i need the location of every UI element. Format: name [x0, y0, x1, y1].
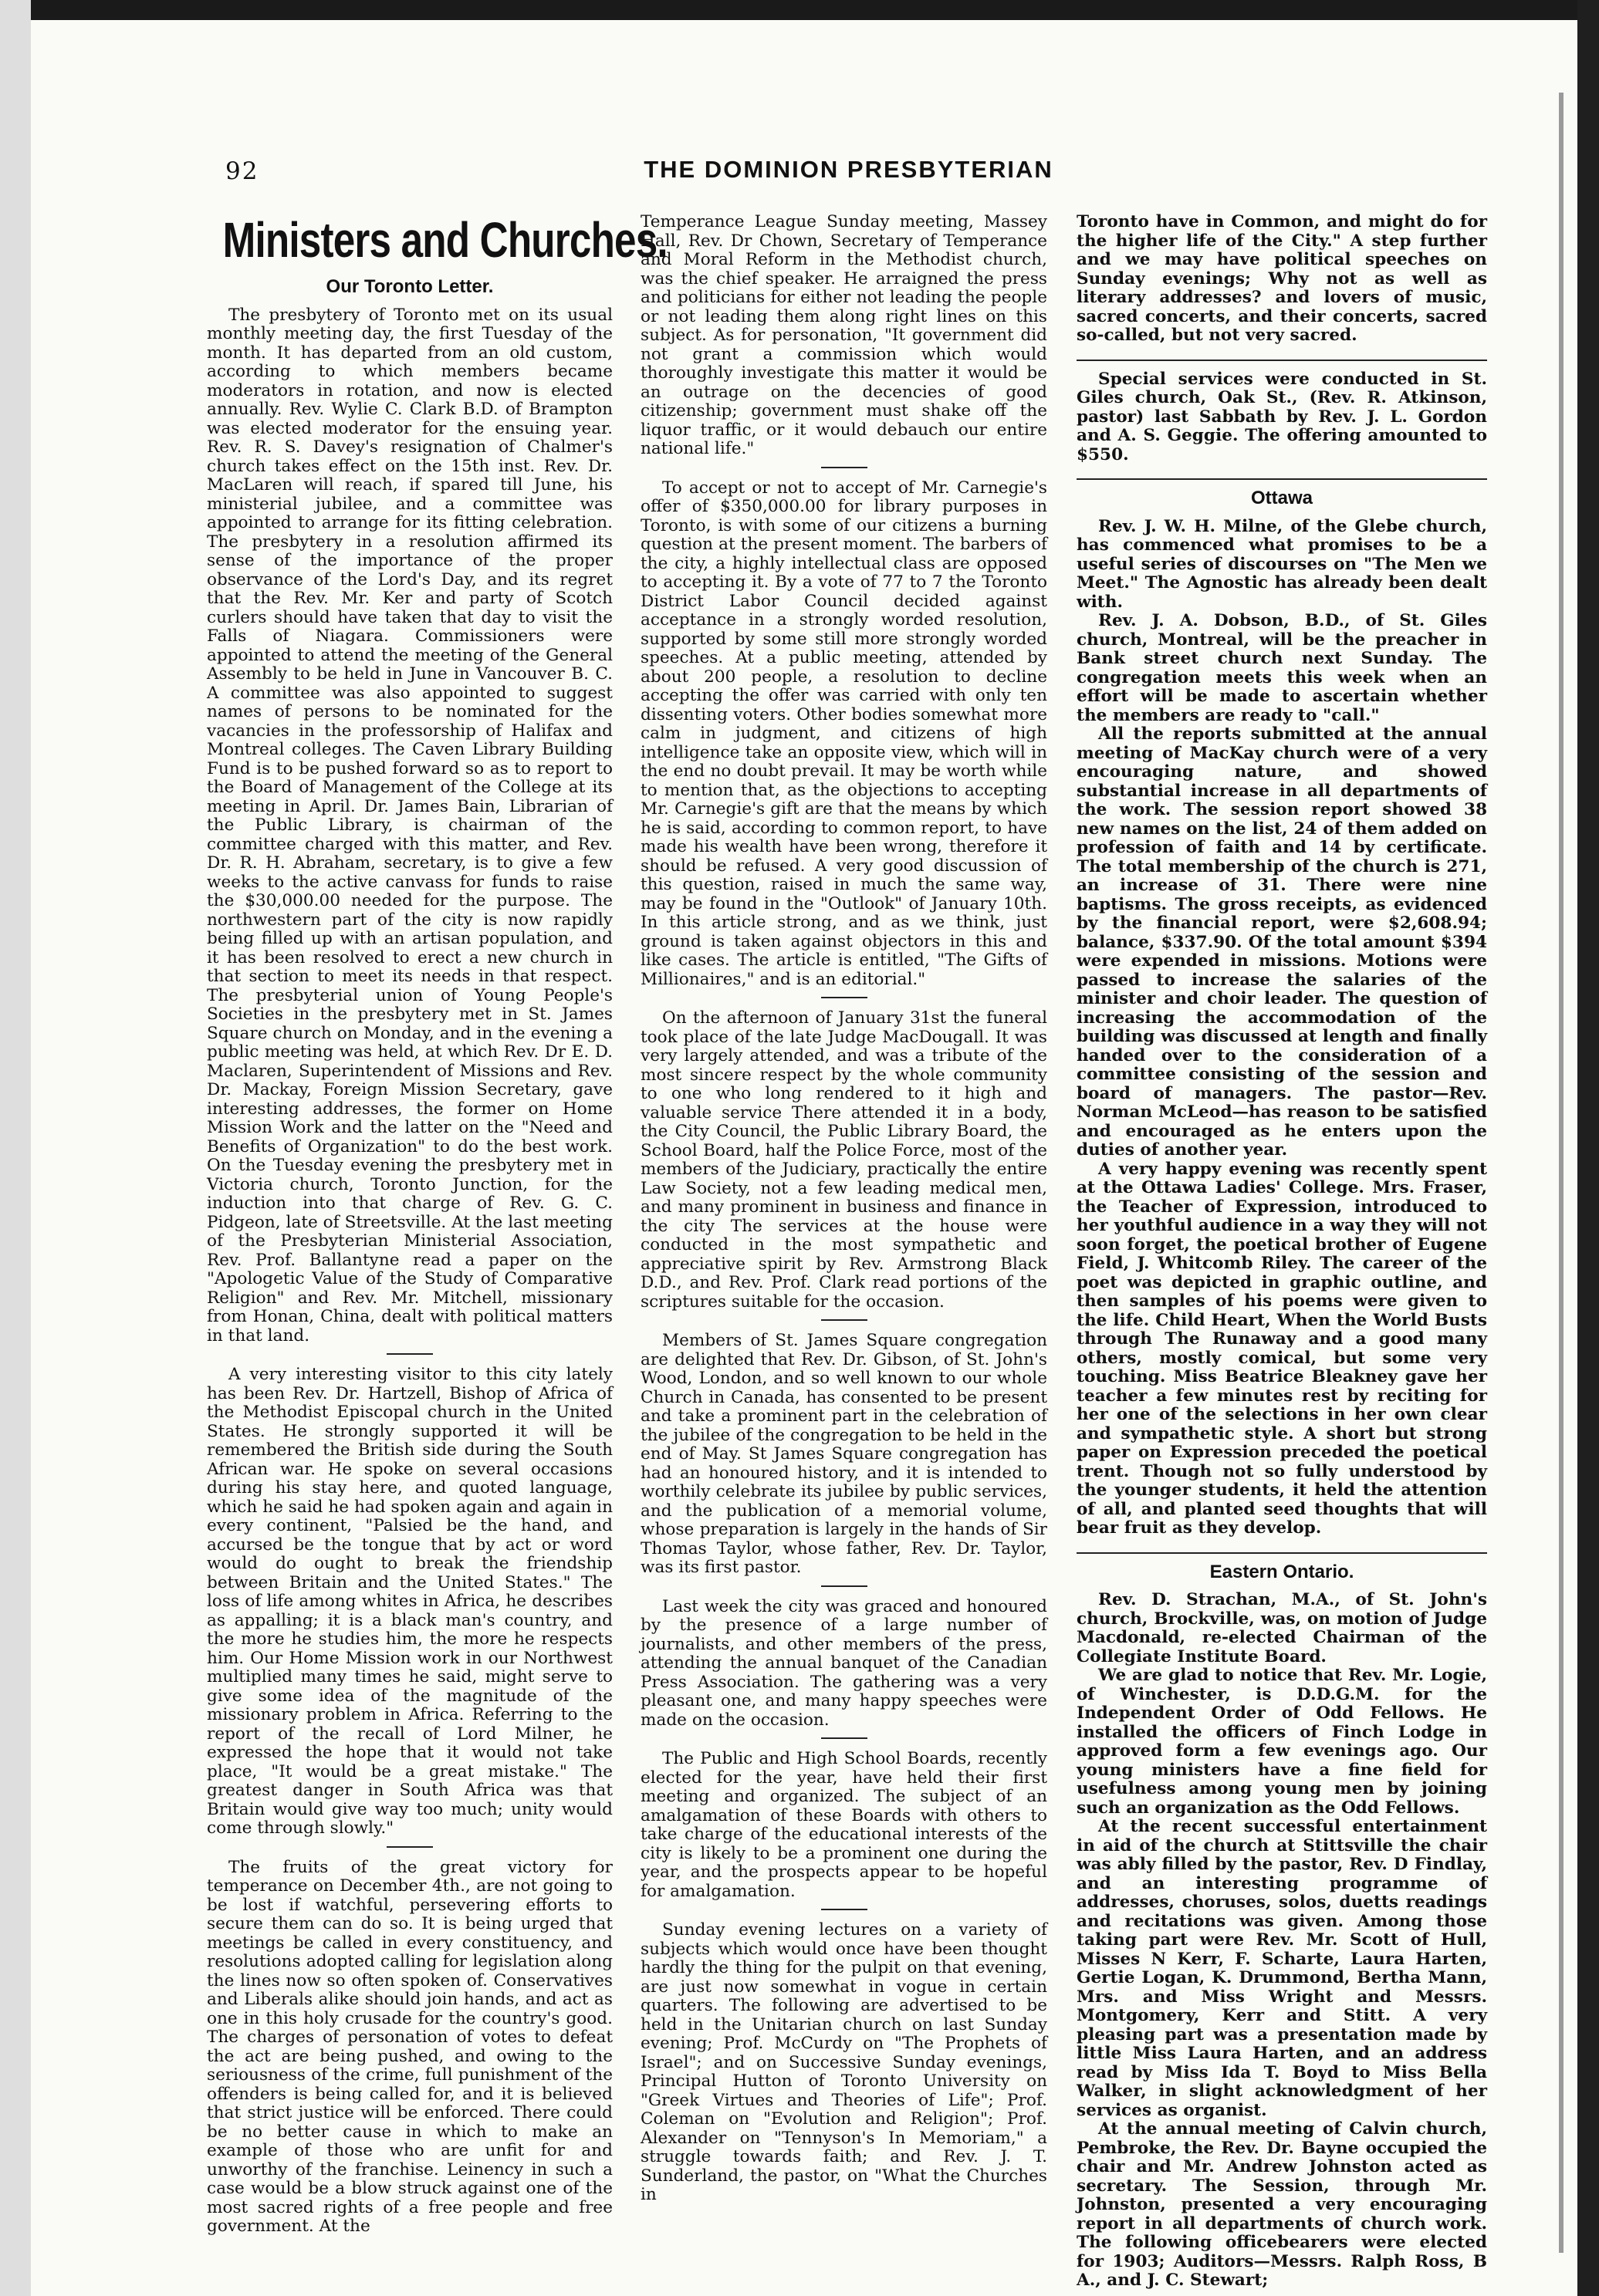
column-3	[1077, 213, 1487, 2291]
article-paragraph: At the annual meeting of Calvin church, Pembroke, the Rev. Dr. Bayne occupied the chair and Mr. Andrew Johnston acted as secretary. The Session, through Mr. Johnston, presented a very encouraging report in all departments of church work. The following officebearers were elected for 1903; Auditors—Messrs. Ralph Ross, B A., and J. C. Stewart;	[1077, 2119, 1487, 2290]
article-separator	[821, 1737, 867, 1739]
article-paragraph: Rev. J. W. H. Milne, of the Glebe church, has commenced what promises to be a useful series of discourses on "The Men we Meet." The Agnostic has already been dealt with.	[1077, 516, 1487, 612]
article-paragraph: Special services were conducted in St. Giles church, Oak St., (Rev. R. Atkinson, pastor) last Sabbath by Rev. J. L. Gordon and A. S. Geggie. The offering amounted to $550.	[1077, 369, 1487, 464]
article-paragraph: We are glad to notice that Rev. Mr. Logie, of Winchester, is D.D.G.M. for the Independent Order of Odd Fellows. He installed the officers of Finch Lodge in approved form a few evenings ago. Our young ministers have a fine field for usefulness among young men by joining such an organization as the Odd Fellows.	[1077, 1666, 1487, 1818]
article-separator	[821, 1319, 867, 1321]
scan-border-left	[0, 0, 31, 2296]
column-1	[207, 212, 668, 2237]
article-paragraph: The fruits of the great victory for temperance on December 4th., are not going to be lost if watchful, persevering efforts to secure them can do so. It is being urged that meetings be called in every constituency, and resolutions adopted calling for legislation along the lines now so often spoken of. Conservatives and Liberals alike should join hands, and act as one in this holy crusade for the country's good. The charges of personation of votes to defeat the act are being pushed, and owing to the seriousness of the crime, full punishment of the offenders is being called for, and it is believed that strict justice will be enforced. There could be no better cause in which to make an example of those who are unfit for and unworthy of the franchise. Leinency in such a case would be a blow struck against one of the most sacred rights of a free people and free government. At the	[207, 1857, 613, 2236]
article-separator	[387, 1846, 433, 1848]
article-separator	[387, 1353, 433, 1355]
article-separator	[821, 1585, 867, 1587]
scan-border-right	[1577, 0, 1599, 2296]
scan-border-top	[0, 0, 1599, 20]
article-paragraph: The presbytery of Toronto met on its usual monthly meeting day, the first Tuesday of the month. It has departed from an old custom, according to which members became moderators in rotation, and now is elected annually. Rev. Wylie C. Clark B.D. of Brampton was elected moderator for the ensuing year. Rev. R. S. Davey's resignation of Chalmer's church takes effect on the 15th inst. Rev. Dr. MacLaren will reach, if spared till June, his ministerial jubilee, and a committee was appointed to arrange for its fitting celebration. The presbytery in a resolution affirmed its sense of the importance of the proper observance of the Lord's Day, and its regret that the Rev. Mr. Ker and party of Scotch curlers should have taken that day to visit the Falls of Niagara. Commissioners were appointed to attend the meeting of the General Assembly to be held in June in Vancouver B. C. A committee was also appointed to suggest names of persons to be nominated for the vacancies in the professorship of Halifax and Montreal colleges. The Caven Library Building Fund is to be pushed forward so as to report to the Board of Management of the College at its meeting in April. Dr. James Bain, Librarian of the Public Library, is chairman of the committee charged with this matter, and Rev. Dr. R. H. Abraham, secretary, is to give a few weeks to the active canvass for funds to raise the $30,000.00 needed for the purpose. The northwestern part of the city is now rapidly being filled up with an artisan population, and it has been resolved to erect a new church in that section to meet its needs in that respect. The presbyterial union of Young People's Societies in the presbytery met in St. James Square church on Monday, and in the evening a public meeting was held, at which Rev. Dr E. D. Maclaren, Superintendent of Missions and Rev. Dr. Mackay, Foreign Mission Secretary, gave interesting addresses, the former on Home Mission Work and the latter on the "Need and Benefits of Organization" to do the best work. On the Tuesday evening the presbytery met in Victoria church, Toronto Junction, for the induction into that charge of Rev. G. C. Pidgeon, late of Streetsville. At the last meeting of the Presbyterian Ministerial Association, Rev. Prof. Ballantyne read a paper on the "Apologetic Value of the Study of Comparative Religion" and Rev. Mr. Mitchell, missionary from Honan, China, dealt with political matters in that land.	[207, 305, 613, 1346]
article-paragraph: Rev. J. A. Dobson, B.D., of St. Giles church, Montreal, will be the preacher in Bank street church next Sunday. The congregation meets this week when an effort will be made to ascertain whether the members are ready to "call."	[1077, 611, 1487, 725]
article-paragraph: A very interesting visitor to this city lately has been Rev. Dr. Hartzell, Bishop of Africa of the Methodist Episcopal church in the United States. He strongly supported it will be remembered the British side during the South African war. He spoke on several occasions during his stay here, and quoted language, which he said he had spoken again and again in every continent, "Palsied be the hand, and accursed be the tongue that by act or word would do ought to break the friendship between Britain and the United States." The loss of life among whites in Africa, he describes as appalling; it is a black man's country, and the more he studies him, the more he respects him. Our Home Mission work in our Northwest multiplied many times he said, might serve to give some idea of the magnitude of the missionary problem in Africa. Referring to the report of the recall of Lord Milner, he expressed the hope that it would not take place, "It would be a great mistake." The greatest danger in South Africa was that Britain would give way too much; unity would come through slowly."	[207, 1365, 613, 1838]
page-number: 92	[225, 157, 259, 185]
section-subhead: Our Toronto Letter.	[326, 276, 494, 297]
article-paragraph: Temperance League Sunday meeting, Massey Hall, Rev. Dr Chown, Secretary of Temperance and Moral Reform in the Methodist church, was the chief speaker. He arraigned the press and politicians for either not leading the people or not leading them along right lines on this subject. As for personation, "It government did not grant a commission which would thoroughly investigate this matter it would be an outrage on the decencies of good citizenship; government must shake off the liquor traffic, or it would debauch our entire national life."	[641, 212, 1047, 458]
page-header	[225, 156, 1472, 193]
article-paragraph: To accept or not to accept of Mr. Carnegie's offer of $350,000.00 for library purposes in Toronto, is with some of our citizens a burning question at the present moment. The barbers of the city, a highly intellectual class are opposed to accepting it. By a vote of 77 to 7 the Toronto District Labor Council decided against acceptance in a strongly worded resolution, supported by some still more strongly worded speeches. At a public meeting, attended by about 200 people, a resolution to decline accepting the offer was carried with only ten dissenting voters. Other bodies somewhat more calm in judgment, and citizens of high intelligence take an opposite view, which will in the end no doubt prevail. It may be worth while to mention that, as the objections to accepting Mr. Carnegie's gift are that the means by which he is said, according to common report, to have made his wealth have been wrong, therefore it should be refused. A very good discussion of this question, raised in much the same way, may be found in the "Outlook" of January 10th. In this article strong, and as we think, just ground is taken against objectors in this and like cases. The article is entitled, "The Gifts of Millionaires," and is an editorial."	[641, 478, 1047, 989]
article-paragraph: Last week the city was graced and honoured by the presence of a large number of journalists, and other members of the press, attending the annual banquet of the Canadian Press Association. The gathering was a very pleasant one, and many happy speeches were made on the occasion.	[641, 1596, 1047, 1730]
page-fold-line	[1559, 93, 1564, 2253]
eastern-ontario-heading: Eastern Ontario.	[1209, 1561, 1354, 1582]
section-rule	[1077, 478, 1487, 480]
article-separator	[821, 1909, 867, 1910]
section-headline: Ministers and Churches.	[222, 212, 668, 268]
article-paragraph: Sunday evening lectures on a variety of subjects which would once have been thought hardly the thing for the pulpit on that evening, are just now somewhat in vogue in certain quarters. The following are advertised to be held in the Unitarian church on last Sunday evening; Prof. McCurdy on "The Prophets of Israel"; and on Successive Sunday evenings, Principal Hutton of Toronto University on "Greek Virtues and Theories of Life"; Prof. Coleman on "Evolution and Religion"; Prof. Alexander on "Tennyson's In Memoriam," a struggle towards faith; and Rev. J. T. Sunderland, the pastor, on "What the Churches in	[641, 1920, 1047, 2204]
ottawa-heading: Ottawa	[1250, 488, 1313, 508]
article-paragraph: A very happy evening was recently spent at the Ottawa Ladies' College. Mrs. Fraser, the Teacher of Expression, introduced to her youthful audience in a way they will not soon forget, the poetical brother of Eugene Field, J. Whitcomb Riley. The career of the poet was depicted in graphic outline, and then samples of his poems were given to the life. Child Heart, When the World Busts through The Runaway and a good many others, mostly comical, but some very touching. Miss Beatrice Bleakney gave her teacher a few minutes rest by reciting for her one of the selections in her own clear and sympathetic style. A short but strong paper on Expression preceded the poetical trent. Though not so fully understood by the younger students, it held the attention of all, and planted seed thoughts that will bear fruit as they develop.	[1077, 1159, 1487, 1538]
article-paragraph: The Public and High School Boards, recently elected for the year, have held their first meeting and organized. The subject of an amalgamation of these Boards with others to take charge of the educational interests of the city is likely to be a prominent one during the year, and the prospects appear to be hopeful for amalgamation.	[641, 1749, 1047, 1901]
section-rule	[1077, 1552, 1487, 1554]
article-paragraph: On the afternoon of January 31st the funeral took place of the late Judge MacDougall. It was very largely attended, and was a tribute of the most sincere respect by the whole community to one who long rendered to it high and valuable service There attended it in a body, the City Council, the Public Library Board, the School Board, half the Police Force, most of the members of the Judiciary, practically the entire Law Society, not a few leading medical men, and many prominent in business and finance in the city The services at the house were conducted in the most sympathetic and appreciative spirit by Rev. Armstrong Black D.D., and Rev. Prof. Clark read portions of the scriptures suitable for the occasion.	[641, 1008, 1047, 1312]
journal-title: THE DOMINION PRESBYTERIAN	[644, 156, 1053, 183]
article-separator	[821, 997, 867, 998]
article-paragraph: All the reports submitted at the annual meeting of MacKay church were of a very encouraging nature, and showed substantial increase in all departments of the work. The session report showed 38 new names on the list, 24 of them added on profession of faith and 14 by certificate. The total membership of the church is 271, an increase of 31. There were nine baptisms. The gross receipts, as evidenced by the financial report, were $2,608.94; balance, $337.90. Of the total amount $394 were expended in missions. Motions were passed to increase the salaries of the minister and choir leader. The question of increasing the accommodation of the building was discussed at length and finally handed over to the consideration of a committee consisting of the session and board of managers. The pastor—Rev. Norman McLeod—has reason to be satisfied and encouraged as he enters upon the duties of another year.	[1077, 724, 1487, 1160]
section-rule	[1077, 360, 1487, 361]
article-paragraph: Members of St. James Square congregation are delighted that Rev. Dr. Gibson, of St. John's Wood, London, and so well known to our whole Church in Canada, has consented to be present and take a prominent part in the celebration of the jubilee of the congregation to be held in the end of May. St James Square congregation has had an honoured history, and it is intended to worthily celebrate its jubilee by public services, and the publication of a memorial volume, whose preparation is largely in the hands of Sir Thomas Taylor, whose father, Rev. Dr. Taylor, was its first pastor.	[641, 1331, 1047, 1577]
article-paragraph: Rev. D. Strachan, M.A., of St. John's church, Brockville, was, on motion of Judge Macdonald, re-elected Chairman of the Collegiate Institute Board.	[1077, 1590, 1487, 1666]
column-2	[641, 213, 1047, 2205]
article-paragraph: At the recent successful entertainment in aid of the church at Stittsville the chair was ably filled by the pastor, Rev. D Findlay, and an interesting programme of addresses, choruses, solos, duetts readings and recitations was given. Among those taking part were Rev. Mr. Scott of Hull, Misses N Kerr, F. Scharte, Laura Harten, Gertie Logan, K. Drummond, Bertha Mann, Mrs. and Miss Wright and Messrs. Montgomery, Kerr and Stitt. A very pleasing part was a presentation made by little Miss Laura Harten, and an address read by Miss Ida T. Boyd to Miss Bella Walker, in slight acknowledgment of her services as organist.	[1077, 1817, 1487, 2120]
article-separator	[821, 467, 867, 468]
article-paragraph: Toronto have in Common, and might do for the higher life of the City." A step further and we may have political speeches on Sunday evenings; Why not as well as literary addresses? and lovers of music, sacred concerts, and their concerts, sacred so-called, but not very sacred.	[1077, 212, 1487, 345]
